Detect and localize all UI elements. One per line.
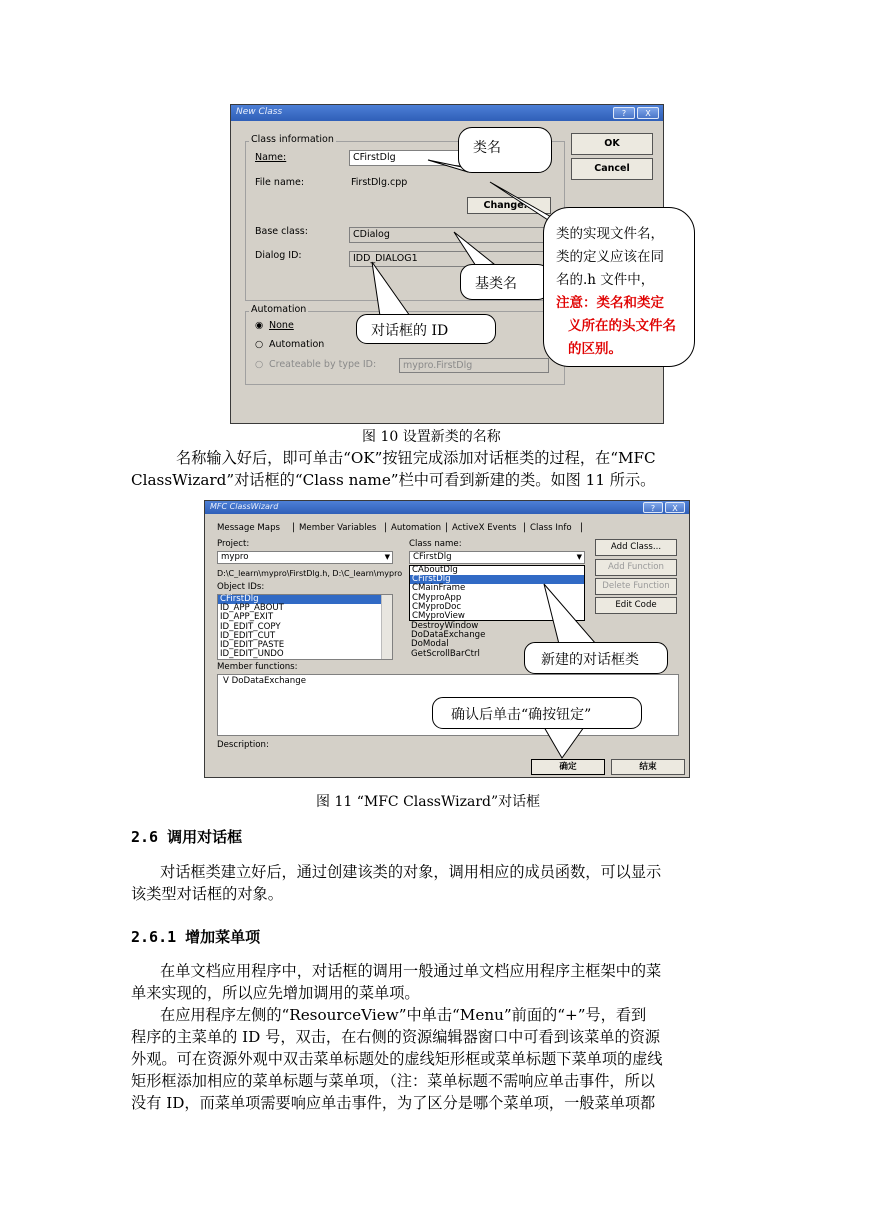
newclass-pointer [544,584,596,648]
delete-function-button[interactable]: Delete Function [595,578,677,595]
tab-activex-events[interactable]: ActiveX Events [452,523,517,533]
basename-pointer [454,232,494,266]
file-name-value: FirstDlg.cpp [351,177,408,188]
dialogid-pointer [372,262,410,316]
confirm-pointer [544,727,584,758]
base-class-label: Base class: [255,226,308,237]
fig11-callout-pointers [0,480,869,780]
tab-separator: | [523,522,527,533]
class-name-label: Class name: [409,539,462,549]
tab-automation[interactable]: Automation [391,523,442,533]
callout-class-name-text: 类名 [473,140,501,156]
radio-none-label: None [269,320,294,331]
para1-line-2: ClassWizard”对话框的“Class name”栏中可看到新建的类。如图 11 所示。 [131,471,656,489]
ok-button[interactable]: OK [571,133,653,155]
list-item[interactable]: CMainFrame [412,583,466,594]
sec261-p2-line-5: 没有 ID，而菜单项需要响应单击事件，为了区分是哪个菜单项，一般菜单项都 [131,1094,656,1112]
header-file-path: D:\C_learn\mypro\FirstDlg.h, D:\C_learn\mypro [217,569,403,578]
sec261-p2-line-4: 矩形框添加相应的菜单标题与菜单项，（注：菜单标题不需响应单击事件，所以 [131,1072,655,1090]
creatable-input[interactable]: mypro.FirstDlg [399,358,549,373]
radio-automation-label: Automation [269,339,325,350]
list-item[interactable]: DoModal [411,639,449,650]
list-item[interactable]: ID_EDIT_COPY [220,621,281,632]
callout-note-line-2: 义所在的头文件名 [568,318,676,334]
close-button[interactable]: X [665,502,685,513]
radio-creatable-icon[interactable]: ○ [255,359,264,370]
list-item[interactable]: CMyproDoc [412,601,462,612]
tab-separator: | [384,522,388,533]
callout-class-name [458,127,552,173]
close-button[interactable]: X [637,107,659,119]
dropdown-arrow-icon[interactable]: ▼ [576,553,582,561]
figure-11-caption: 图 11 “MFC ClassWizard”对话框 [316,794,541,810]
radio-automation-icon[interactable]: ○ [255,339,264,350]
sec26-line-2: 该类型对话框的对象。 [131,885,283,903]
list-item[interactable]: CAboutDlg [412,565,458,575]
sec261-p2-line-2: 程序的主菜单的 ID 号，双击，在右侧的资源编辑器窗口中可看到该菜单的资源 [131,1028,661,1046]
callout-note-line-1: 注意：类名和类定 [556,295,664,311]
sec261-p1-line-1: 在单文档应用程序中，对话框的调用一般通过单文档应用程序主框架中的菜 [160,962,662,980]
class-name-value: CFirstDlg [413,552,452,562]
sec261-p2-line-1: 在应用程序左侧的“ResourceView”中单击“Menu”前面的“+”号，看到 [160,1006,647,1024]
radio-creatable-label: Createable by type ID: [269,359,377,370]
list-item[interactable]: CMyproView [412,610,465,621]
callout-impl-file [543,207,695,367]
callout-impl-line-3: 名的.h 文件中， [556,272,655,288]
dialog-id-select[interactable]: IDD_DIALOG1 [349,251,549,267]
tab-class-info[interactable]: Class Info [530,523,572,533]
object-ids-label: Object IDs: [217,582,265,592]
change-button[interactable]: Change... [467,197,551,214]
callout-confirm [432,697,642,729]
list-item[interactable]: ID_EDIT_UNDO [220,649,284,660]
list-item[interactable]: CMyproApp [412,592,462,603]
fig10-callout-pointers [0,0,869,440]
file-name-label: File name: [255,177,305,188]
list-item[interactable]: CFirstDlg [218,595,392,604]
dropdown-arrow-icon[interactable]: ▼ [384,553,390,561]
member-functions-label: Member functions: [217,662,298,672]
list-item[interactable]: CFirstDlg [410,575,584,584]
list-item[interactable]: DestroyWindow [411,621,479,631]
tab-separator: | [580,522,584,533]
help-button[interactable]: ? [643,502,663,513]
cancel-button[interactable]: Cancel [571,158,653,180]
add-function-button[interactable]: Add Function [595,559,677,576]
list-item[interactable]: ID_EDIT_PASTE [220,639,285,650]
para1-line-1: 名称输入好后，即可单击“OK”按钮完成添加对话框类的过程，在“MFC [176,449,656,467]
base-class-select[interactable]: CDialog [349,227,549,243]
callout-confirm-text: 确认后单击“确按钮定” [451,707,592,723]
sec26-line-1: 对话框类建立好后，通过创建该类的对象，调用相应的成员函数，可以显示 [160,863,662,881]
callout-base-name [460,264,550,300]
callout-note-line-3: 的区别。 [568,341,622,357]
dialog-title: MFC ClassWizard [210,502,279,511]
list-item[interactable]: GetScrollBarCtrl [411,648,480,659]
project-label: Project: [217,539,250,549]
callout-impl-line-1: 类的实现文件名， [556,226,664,242]
radio-none-icon[interactable]: ◉ [255,320,264,331]
callout-new-class-text: 新建的对话框类 [541,652,639,668]
callout-impl-line-2: 类的定义应该在同 [556,249,664,265]
cancel-button[interactable]: 结束 [611,759,685,775]
automation-title: Automation [251,304,307,315]
section-2-6-heading: 2.6 调用对话框 [131,828,243,846]
name-input[interactable]: CFirstDlg [349,150,549,166]
sec261-p2-line-3: 外观。可在资源外观中双击菜单标题处的虚线矩形框或菜单标题下菜单项的虚线 [131,1050,663,1068]
list-item[interactable]: ID_APP_EXIT [220,612,274,623]
callout-dialog-id-text: 对话框的 ID [371,323,449,339]
add-class-button[interactable]: Add Class... [595,539,677,556]
sec261-p1-line-2: 单来实现的，所以应先增加调用的菜单项。 [131,984,420,1002]
edit-code-button[interactable]: Edit Code [595,597,677,614]
description-label: Description: [217,740,269,750]
tab-separator: | [292,522,296,533]
list-item[interactable]: V DoDataExchange [223,676,306,686]
ok-button[interactable]: 确定 [531,759,605,775]
list-item[interactable]: ID_EDIT_CUT [220,630,276,641]
help-button[interactable]: ? [613,107,635,119]
dialog-title: New Class [236,107,283,117]
tab-separator: | [445,522,449,533]
name-label: Name: [255,152,287,163]
callout-dialog-id [356,314,496,344]
dialog-id-label: Dialog ID: [255,250,302,261]
tab-message-maps[interactable]: Message Maps [217,523,281,533]
list-item[interactable]: ID_APP_ABOUT [220,603,284,614]
class-information-title: Class information [251,134,334,145]
list-item[interactable]: DoDataExchange [411,630,486,641]
section-2-6-1-heading: 2.6.1 增加菜单项 [131,928,261,946]
callout-new-class [524,642,668,674]
tab-member-variables[interactable]: Member Variables [299,523,377,533]
callout-base-name-text: 基类名 [475,276,517,292]
project-value: mypro [221,552,249,562]
figure-10-caption: 图 10 设置新类的名称 [362,429,501,445]
